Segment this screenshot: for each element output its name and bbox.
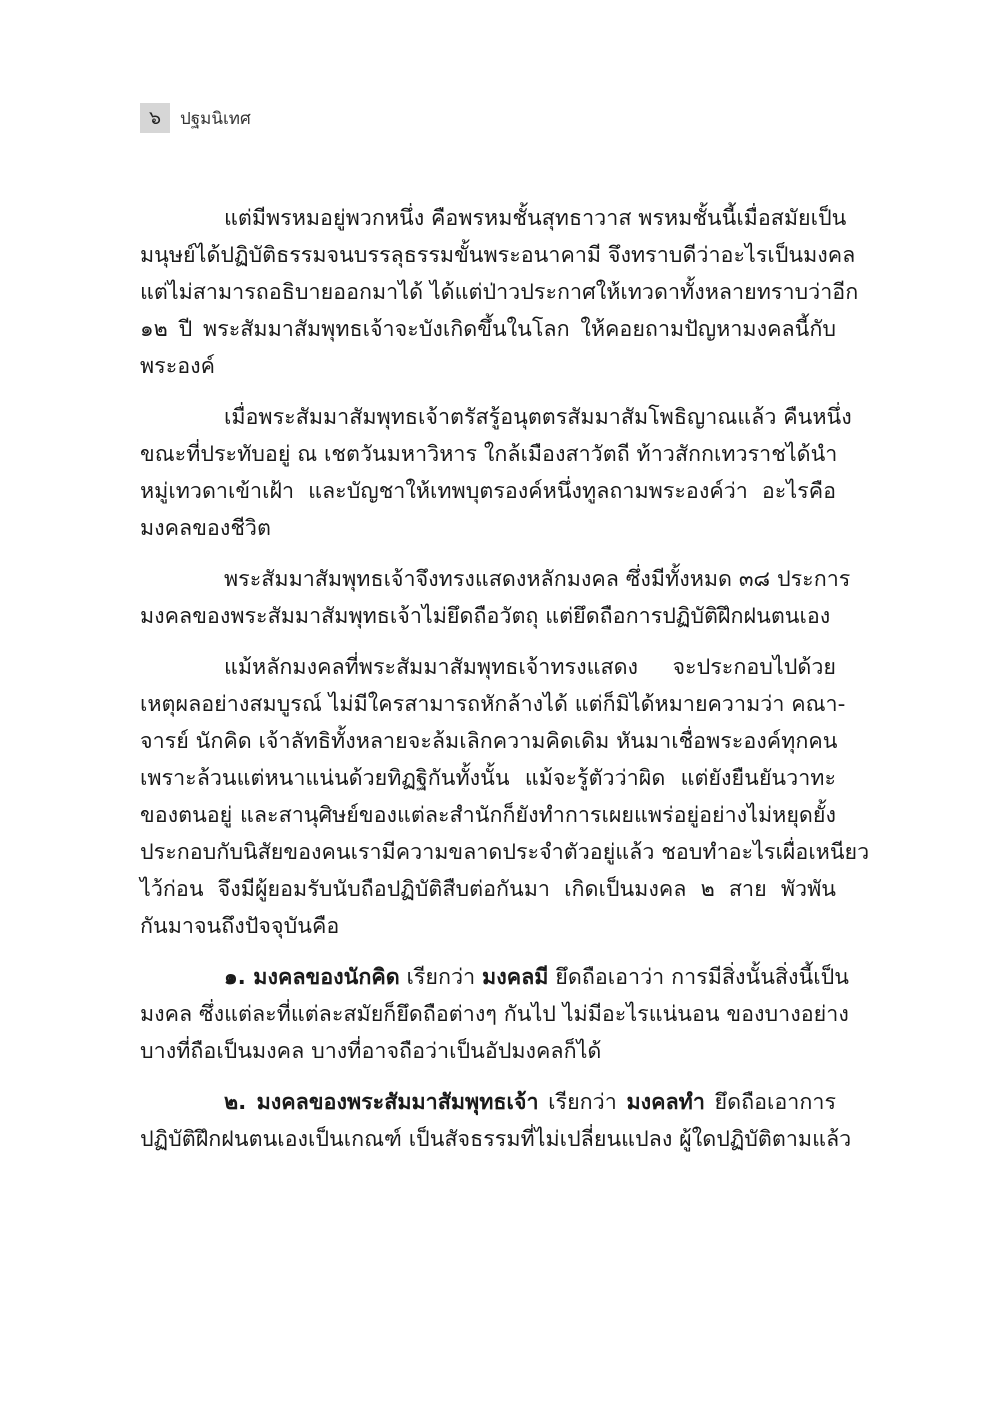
text-line: มงคลของชีวิต <box>140 516 271 541</box>
text-line: บางที่ถือเป็นมงคล บางที่อาจถือว่าเป็นอัปมงคลก็ได้ <box>140 1039 602 1064</box>
text-line: เมื่อพระสัมมาสัมพุทธเจ้าตรัสรู้อนุตตรสัมมาสัมโพธิญาณแล้ว คืนหนึ่ง <box>224 405 852 430</box>
page-number: ๖ <box>140 103 170 133</box>
text-line: ไว้ก่อน จึงมีผู้ยอมรับนับถือปฏิบัติสืบต่อกันมา เกิดเป็นมงคล ๒ สาย พัวพัน <box>140 877 836 902</box>
text-line: มงคลของพระสัมมาสัมพุทธเจ้าไม่ยึดถือวัตถุ แต่ยึดถือการปฏิบัติฝึกฝนตนเอง <box>140 604 831 629</box>
text-line: แต่มีพรหมอยู่พวกหนึ่ง คือพรหมชั้นสุทธาวาส พรหมชั้นนี้เมื่อสมัยเป็น <box>224 206 847 231</box>
item-term: มงคลมี <box>482 965 549 990</box>
paragraph-4 <box>140 649 870 945</box>
text-line: แม้หลักมงคลที่พระสัมมาสัมพุทธเจ้าทรงแสดง จะประกอบไปด้วย <box>224 655 836 680</box>
text-line <box>140 959 849 996</box>
text-line <box>140 1084 836 1121</box>
text-line: มนุษย์ได้ปฏิบัติธรรมจนบรรลุธรรมขั้นพระอนาคามี จึงทราบดีว่าอะไรเป็นมงคล <box>140 243 856 268</box>
item-heading: ๑. มงคลของนักคิด <box>224 965 400 990</box>
text-line: จารย์ นักคิด เจ้าลัทธิทั้งหลายจะล้มเลิกความคิดเดิม หันมาเชื่อพระองค์ทุกคน <box>140 729 838 754</box>
paragraph-2 <box>140 399 852 547</box>
text-line: ของตนอยู่ และสานุศิษย์ของแต่ละสำนักก็ยังทำการเผยแพร่อยู่อย่างไม่หยุดยั้ง <box>140 803 836 828</box>
section-title: ปฐมนิเทศ <box>180 108 251 129</box>
item-term: มงคลทำ <box>626 1090 705 1115</box>
paragraph-1 <box>140 200 859 385</box>
text-line: กันมาจนถึงปัจจุบันคือ <box>140 914 340 939</box>
item-heading: ๒. มงคลของพระสัมมาสัมพุทธเจ้า <box>224 1090 539 1115</box>
text-line: พระสัมมาสัมพุทธเจ้าจึงทรงแสดงหลักมงคล ซึ่งมีทั้งหมด ๓๘ ประการ <box>224 567 851 592</box>
text-line: พระองค์ <box>140 354 216 379</box>
text-line: เหตุผลอย่างสมบูรณ์ ไม่มีใครสามารถหักล้างได้ แต่ก็มิได้หมายความว่า คณา- <box>140 692 846 717</box>
text-line: แต่ไม่สามารถอธิบายออกมาได้ ได้แต่ป่าวประกาศให้เทวดาทั้งหลายทราบว่าอีก <box>140 280 859 305</box>
text-line: เพราะล้วนแต่หนาแน่นด้วยทิฏฐิกันทั้งนั้น แม้จะรู้ตัวว่าผิด แต่ยังยืนยันวาทะ <box>140 766 836 791</box>
text-line: มงคล ซึ่งแต่ละที่แต่ละสมัยก็ยึดถือต่างๆ กันไป ไม่มีอะไรแน่นอน ของบางอย่าง <box>140 1002 849 1027</box>
text-line: ปฏิบัติฝึกฝนตนเองเป็นเกณฑ์ เป็นสัจธรรมที่ไม่เปลี่ยนแปลง ผู้ใดปฏิบัติตามแล้ว <box>140 1127 852 1152</box>
text-span: เรียกว่า <box>399 965 483 990</box>
running-header <box>140 103 251 133</box>
body-text <box>140 200 870 1172</box>
text-line: ประกอบกับนิสัยของคนเรามีความขลาดประจำตัวอยู่แล้ว ชอบทำอะไรเผื่อเหนียว <box>140 840 870 865</box>
paragraph-3 <box>140 561 851 635</box>
text-line: ขณะที่ประทับอยู่ ณ เชตวันมหาวิหาร ใกล้เมืองสาวัตถี ท้าวสักกเทวราชได้นำ <box>140 442 838 467</box>
list-item-1 <box>140 959 849 1070</box>
text-line: ๑๒ ปี พระสัมมาสัมพุทธเจ้าจะบังเกิดขึ้นในโลก ให้คอยถามปัญหามงคลนี้กับ <box>140 317 836 342</box>
text-span: ยึดถือเอาการ <box>704 1090 837 1115</box>
text-line: หมู่เทวดาเข้าเฝ้า และบัญชาให้เทพบุตรองค์หนึ่งทูลถามพระองค์ว่า อะไรคือ <box>140 479 836 504</box>
text-span: เรียกว่า <box>538 1090 627 1115</box>
text-span: ยึดถือเอาว่า การมีสิ่งนั้นสิ่งนี้เป็น <box>548 965 849 990</box>
list-item-2 <box>140 1084 852 1158</box>
